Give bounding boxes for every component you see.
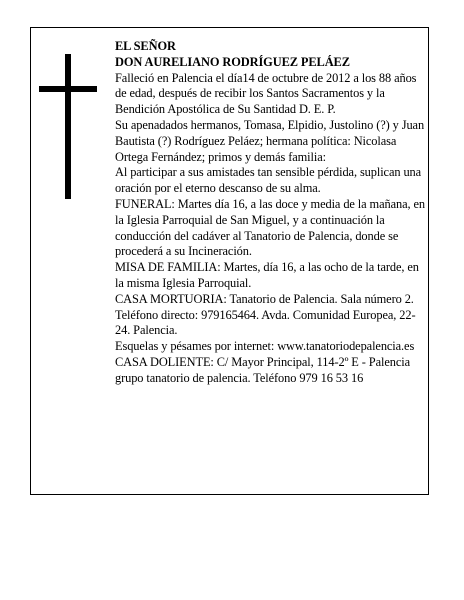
obituary-notice — [30, 27, 429, 495]
online-condolences: Esquelas y pésames por internet: www.tanatoriodepalencia.es — [115, 339, 415, 354]
cross-icon — [39, 54, 97, 199]
family-members: Su apenadados hermanos, Tomasa, Elpidio, Justolino (?) y Juan Bautista (?) Rodríguez Peláez; hermana política: Nicolasa Ortega Fernández; primos y demás familia: — [115, 117, 425, 164]
notice-text — [115, 39, 425, 387]
funeral-group-contact: grupo tanatorio de palencia. Teléfono 979 16 53 16 — [115, 370, 364, 385]
prayer-request: Al participar a sus amistades tan sensible pérdida, suplican una oración por el eterno descanso de su alma. — [115, 165, 422, 196]
family-mass-details: MISA DE FAMILIA: Martes, día 16, a las ocho de la tarde, en la misma Iglesia Parroquial. — [115, 260, 419, 290]
notice-title-line-1: EL SEÑOR — [115, 39, 176, 53]
mourning-house-address: CASA DOLIENTE: C/ Mayor Principal, 114-2º E - Palencia — [115, 354, 410, 369]
funeral-details: FUNERAL: Martes día 16, a las doce y media de la mañana, en la Iglesia Parroquial de San Miguel, y a continuación la conducción del cadáver al Tanatorio de Palencia, donde se procederá a su Incineración. — [115, 196, 425, 259]
cross-horizontal-bar — [39, 86, 97, 92]
notice-title-line-2: DON AURELIANO RODRÍGUEZ PELÁEZ — [115, 54, 350, 69]
death-announcement: Falleció en Palencia el día14 de octubre de 2012 a los 88 años de edad, después de recibir los Santos Sacramentos y la Bendición Apostólica de Su Santidad D. E. P. — [115, 70, 417, 117]
cross-vertical-bar — [65, 54, 71, 199]
funeral-home-details: CASA MORTUORIA: Tanatorio de Palencia. Sala número 2. Teléfono directo: 979165464. Avda. Comunidad Europea, 22-24. Palencia. — [115, 291, 416, 338]
